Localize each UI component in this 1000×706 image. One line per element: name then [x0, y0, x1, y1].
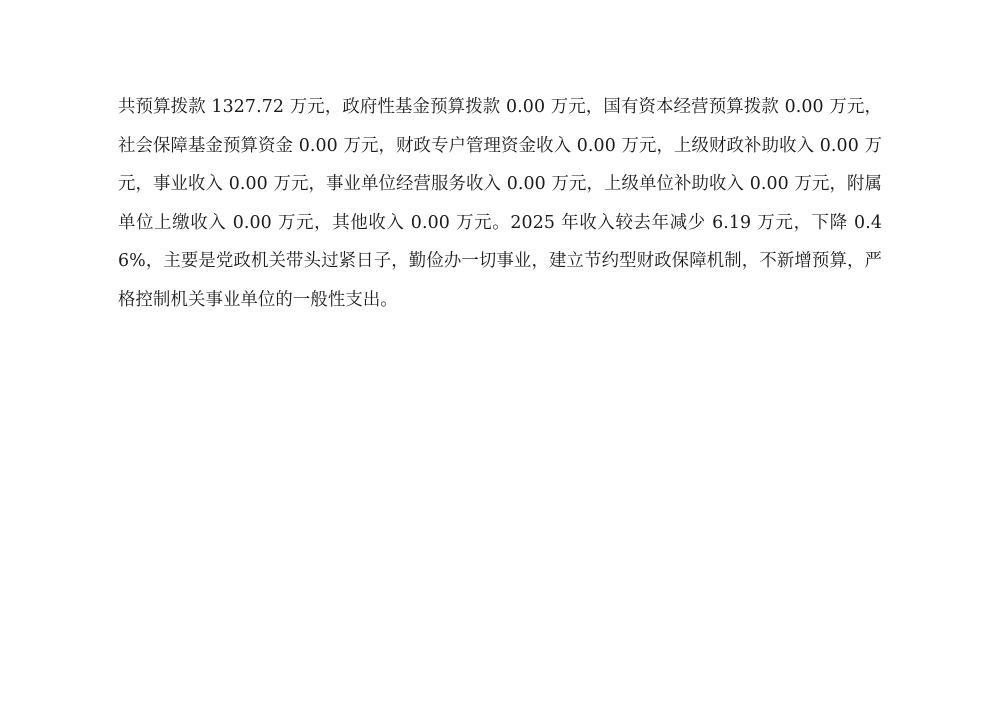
paragraph-budget-appropriation: 共预算拨款 1327.72 万元，政府性基金预算拨款 0.00 万元，国有资本经营预算拨款 0.00 万元，社会保障基金预算资金 0.00 万元，财政专户管理资金收入 0.00 万元，上级财政补助收入 0.00 万元，事业收入 0.00 万元，事业单位经营服务收入 0.00 万元，上级单位补助收入 0.00 万元，附属单位上缴收入 0.00 万元，其他收入 0.00 万元。2025 年收入较去年减少 6.19 万元，下降 0.46%，主要是党政机关带头过紧日子，勤俭办一切事业，建立节约型财政保障机制，不新增预算，严格控制机关事业单位的一般性支出。: [118, 97, 882, 310]
document-body: [118, 88, 882, 319]
